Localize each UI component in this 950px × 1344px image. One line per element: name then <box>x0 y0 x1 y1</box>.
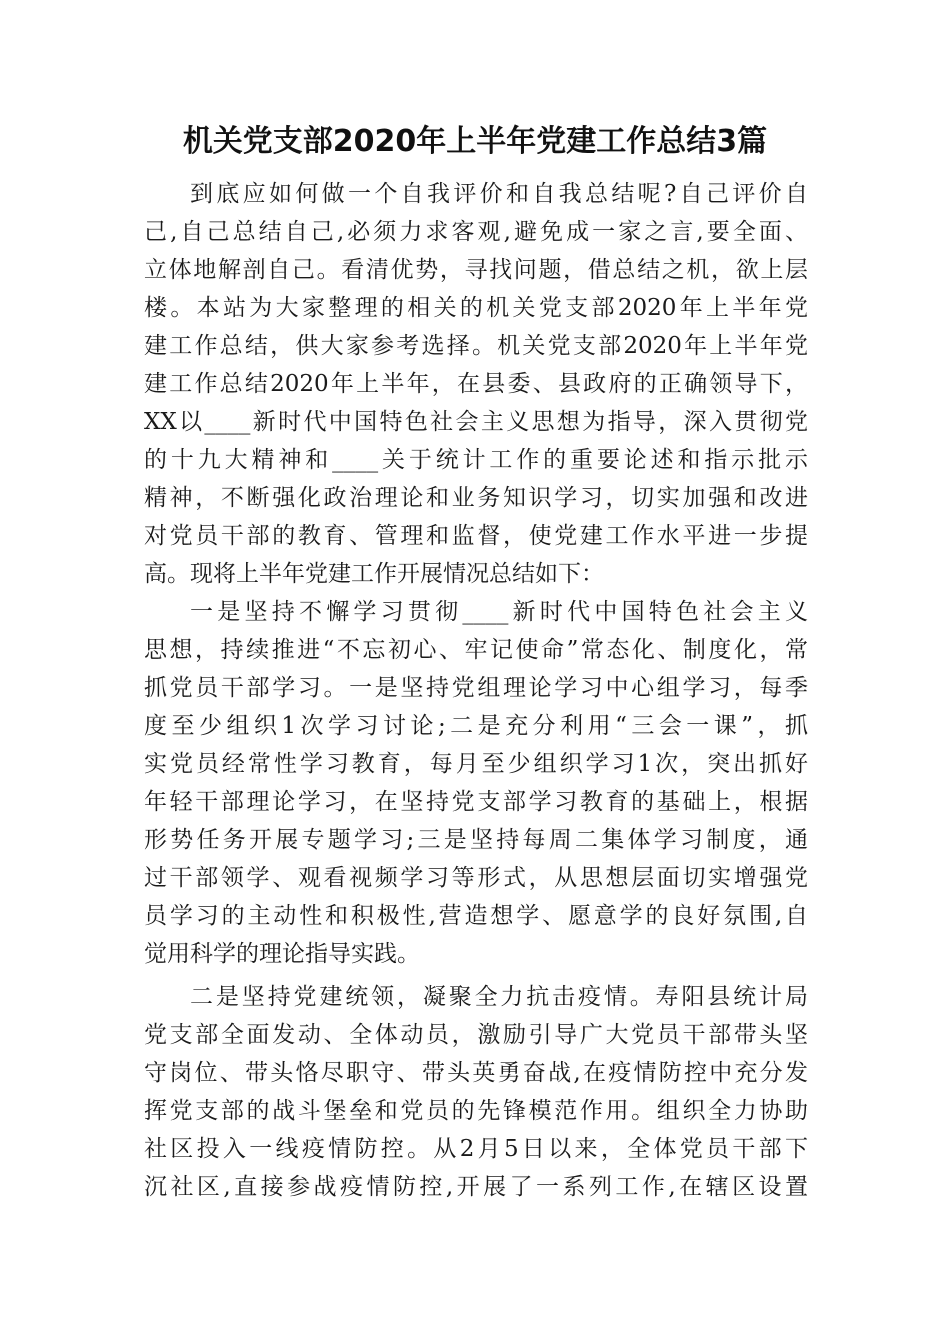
paragraph-line: 建工作总结，供大家参考选择。机关党支部2020年上半年党 <box>144 333 808 359</box>
paragraph-line: XX以____新时代中国特色社会主义思想为指导，深入贯彻党 <box>144 409 808 435</box>
paragraph-line: 沉社区,直接参战疫情防控,开展了一系列工作,在辖区设置 <box>144 1174 808 1200</box>
paragraph-line: 楼。本站为大家整理的相关的机关党支部2020年上半年党 <box>144 295 808 321</box>
document-title: 机关党支部2020年上半年党建工作总结3篇 <box>182 124 768 159</box>
paragraph-line: 社区投入一线疫情防控。从2月5日以来，全体党员干部下 <box>144 1136 808 1162</box>
paragraph-line: 实党员经常性学习教育，每月至少组织学习1次，突出抓好 <box>144 751 808 777</box>
paragraph-line: 年轻干部理论学习，在坚持党支部学习教育的基础上，根据 <box>144 789 808 815</box>
paragraph-line: 守岗位、带头恪尽职守、带头英勇奋战,在疫情防控中充分发 <box>144 1060 808 1086</box>
paragraph-line: 对党员干部的教育、管理和监督，使党建工作水平进一步提 <box>144 523 808 549</box>
paragraph-line: 建工作总结2020年上半年，在县委、县政府的正确领导下， <box>144 371 808 397</box>
paragraph-line: 的十九大精神和____关于统计工作的重要论述和指示批示 <box>144 447 808 473</box>
paragraph-line: 二是坚持党建统领，凝聚全力抗击疫情。寿阳县统计局 <box>190 984 808 1010</box>
paragraph-line: 党支部全面发动、全体动员，激励引导广大党员干部带头坚 <box>144 1022 808 1048</box>
paragraph-line: 觉用科学的理论指导实践。 <box>144 941 420 967</box>
paragraph-line: 精神，不断强化政治理论和业务知识学习，切实加强和改进 <box>144 485 808 511</box>
paragraph-line: 高。现将上半年党建工作开展情况总结如下： <box>144 561 604 587</box>
paragraph-line: 一是坚持不懈学习贯彻____新时代中国特色社会主义 <box>190 599 808 625</box>
paragraph-line: 过干部领学、观看视频学习等形式，从思想层面切实增强党 <box>144 865 808 891</box>
paragraph-line: 立体地解剖自己。看清优势，寻找问题，借总结之机，欲上层 <box>144 257 808 283</box>
paragraph-line: 形势任务开展专题学习;三是坚持每周二集体学习制度，通 <box>144 827 808 853</box>
paragraph-line: 抓党员干部学习。一是坚持党组理论学习中心组学习，每季 <box>144 675 808 701</box>
paragraph-line: 思想，持续推进“不忘初心、牢记使命”常态化、制度化，常 <box>144 637 808 663</box>
paragraph-line: 到底应如何做一个自我评价和自我总结呢?自己评价自 <box>190 181 808 207</box>
paragraph-line: 己,自己总结自己,必须力求客观,避免成一家之言,要全面、 <box>144 219 808 245</box>
paragraph-line: 度至少组织1次学习讨论;二是充分利用“三会一课”，抓 <box>144 713 808 739</box>
paragraph-line: 挥党支部的战斗堡垒和党员的先锋模范作用。组织全力协助 <box>144 1098 808 1124</box>
paragraph-line: 员学习的主动性和积极性,营造想学、愿意学的良好氛围,自 <box>144 903 808 929</box>
